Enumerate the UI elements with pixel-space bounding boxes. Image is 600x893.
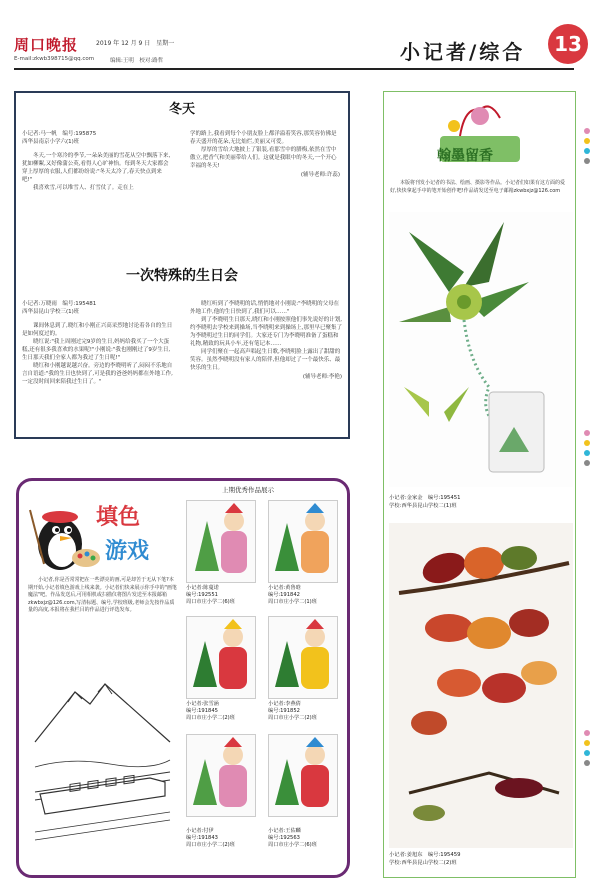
byline: 小记者:马一帆 编号:195875 bbox=[22, 131, 97, 137]
colored-artwork-thumb bbox=[268, 500, 338, 583]
caption-id: 编号:191842 bbox=[268, 592, 300, 598]
byline-school: 西华县昆山学校三(1)班 bbox=[22, 309, 80, 315]
caption-school: 周口市庄小学二(2)班 bbox=[186, 715, 235, 721]
caption-name: 小记者:付伊 bbox=[186, 828, 214, 834]
contact-email: E-mail:zkwb398715@qq.com bbox=[14, 56, 95, 62]
caption-name: 小记者:金家金 编号:195451 bbox=[389, 495, 461, 501]
caption-id: 编号:191843 bbox=[186, 835, 218, 841]
caption-school: 学校:西华县昆山学校二(2)班 bbox=[389, 859, 457, 866]
article-birthday-col1 bbox=[22, 300, 174, 386]
article-winter-col1 bbox=[22, 130, 172, 192]
masthead: 周口晚报 bbox=[14, 36, 79, 54]
caption-name: 小记者:黄鲁晗 bbox=[268, 585, 301, 591]
guestbook-title: 翰墨留香 bbox=[437, 148, 493, 164]
paragraph: 晓红说:"我上周刚过完9岁的生日,妈妈给我买了一个大蛋糕,还有很多我喜欢的水果呢!"小刚说:"我也刚刚过了9岁生日,生日那天我们全家人都为我过了生日呢!" bbox=[22, 339, 171, 361]
paragraph: 厚厚的雪给大地披上了银装,看那雪中的腊梅,依然在雪中傲立,把香气和美丽带给人们。这就是我眼中的冬天,一个开心幸福的冬天! bbox=[190, 147, 337, 169]
autumn-leaf-tree-photo bbox=[389, 523, 573, 848]
paragraph: 同学们聚在一起高声唱起生日歌,李晓明脸上露出了甜甜的笑容。虽然李晓明没有家人的陪伴,但他却过了一个最快乐、最快乐的生日。 bbox=[190, 349, 341, 371]
game-title-line1: 填色 bbox=[96, 504, 141, 530]
paragraph: 冬天,一个寒冷的季节,一朵朵美丽的雪花从空中飘落下来,犹如柳絮,又好像蒲公英,看得人心旷神怡。每到冬天大家都会穿上厚厚的衣服,人们都纷纷说:"冬天太冷了,春天快点到来吧!" bbox=[22, 153, 171, 183]
caption-school: 周口市庄小学二(1)班 bbox=[268, 599, 317, 605]
paragraph: 学的路上,我看到每个小朋友脸上都洋溢着笑容,那笑容仿佛是春天盛开的花朵,无比灿烂,美丽又可爱。 bbox=[190, 131, 337, 145]
colored-artwork-thumb bbox=[268, 616, 338, 699]
dateline: 2019 年 12 月 9 日 星期一 bbox=[96, 40, 175, 47]
caption-id: 编号:191852 bbox=[268, 708, 300, 714]
article-birthday bbox=[14, 265, 350, 285]
dot bbox=[584, 750, 590, 756]
caption-id: 编号:192551 bbox=[186, 592, 218, 598]
article-title: 冬天 bbox=[168, 102, 195, 117]
registration-dots bbox=[584, 430, 591, 470]
registration-dots bbox=[584, 128, 591, 168]
colored-artwork-thumb bbox=[186, 734, 256, 817]
paragraph: 我喜欢雪,可以堆雪人、打雪仗了。走在上 bbox=[33, 185, 134, 191]
dot bbox=[584, 158, 590, 164]
gallery-caption bbox=[268, 585, 348, 606]
section-title: 小记者/综合 bbox=[400, 40, 526, 64]
header-rule bbox=[14, 68, 574, 70]
work-caption bbox=[389, 852, 573, 867]
dot bbox=[584, 430, 590, 436]
dot bbox=[584, 138, 590, 144]
dot bbox=[584, 740, 590, 746]
game-intro: 小记者,你是否常常把在一些漂亮的画,可是却苦于无从下笔?本期开始,小记者填色游戏上线来袭。小记者们快来展示你手中的"画笔魔法"吧。作品发送后,可用相机或扫描仪将图片发送至本报邮箱zkwbxjz@126.com,写清标题、编号,学校班级,老师会先按作品质量的高度,本报将在我栏目的作品进行评选发布。 bbox=[28, 577, 177, 613]
caption-school: 学校:西华县昆山学校二(1)班 bbox=[389, 502, 457, 509]
caption-name: 小记者:李燕倩 bbox=[268, 701, 301, 707]
gallery-caption bbox=[186, 701, 266, 722]
page-header bbox=[0, 0, 600, 75]
dot bbox=[584, 440, 590, 446]
caption-school: 周口市庄小学二(2)班 bbox=[186, 842, 235, 848]
guestbook-intro: 本版将刊发小记者的书法、绘画、摄影等作品。小记者们如果有这方面的爱好,快快拿起手中的笔开始创作吧!作品请发送至电子邮箱zkwbxjz@126.com bbox=[390, 180, 566, 194]
caption-school: 周口市庄小学二(6)班 bbox=[186, 599, 235, 605]
colored-artwork-thumb bbox=[268, 734, 338, 817]
colored-artwork-thumb bbox=[186, 616, 256, 699]
dot bbox=[584, 460, 590, 466]
caption-id: 编号:192563 bbox=[268, 835, 300, 841]
gallery-caption bbox=[186, 585, 266, 606]
dot bbox=[584, 128, 590, 134]
paragraph: 晓红和小刚越说越兴奋。旁边的李晓明听了,闷闷不乐地自言自语道:"我的生日也快到了,可是我的爸爸妈妈都在外地工作,一定没时间回来陪我过生日了。" bbox=[22, 363, 173, 385]
editors-line: 编辑:王明 校对:路哲 bbox=[110, 58, 164, 64]
paragraph: 到了李晓明生日那天,晓红和小刚按照他们事先说好的计划,约李晓明去学校来到操场,当李晓明来到操场上,那里早已聚集了为李晓明过生日的同学们。大家还专门为李晓明准备了蛋糕和礼物,精致的玩具小车,还有笔记本…… bbox=[190, 317, 342, 347]
paragraph: 晓红听到了李晓明的话,悄悄地对小刚说:"李晓明的父母在外地工作,他的生日快到了,我们可以……" bbox=[190, 301, 340, 315]
teacher-credit: (辅导老师:李艳) bbox=[302, 374, 342, 380]
leaf-collage-photo bbox=[389, 212, 573, 487]
game-title-line2: 游戏 bbox=[105, 538, 150, 564]
gallery-caption bbox=[268, 701, 348, 722]
caption-school: 周口市庄小学二(2)班 bbox=[268, 715, 317, 721]
dot bbox=[584, 148, 590, 154]
caption-school: 周口市庄小学二(6)班 bbox=[268, 842, 317, 848]
teacher-credit: (辅导老师:许蕊) bbox=[300, 172, 340, 178]
caption-name: 小记者:姜旭东 编号:195459 bbox=[389, 852, 461, 858]
article-birthday-col2 bbox=[190, 300, 342, 380]
caption-name: 小记者:陈蔓诺 bbox=[186, 585, 219, 591]
caption-name: 小记者:王佑麟 bbox=[268, 828, 301, 834]
gallery-title: 上期优秀作品展示 bbox=[222, 486, 274, 494]
paragraph: 课间休息到了,晓红和小刚正兴高采烈地讨论着各自的生日是如何度过的。 bbox=[22, 323, 173, 337]
work-caption bbox=[389, 495, 573, 510]
byline: 小记者:万晓雨 编号:195481 bbox=[22, 301, 97, 307]
article-winter bbox=[14, 98, 350, 117]
dot bbox=[584, 760, 590, 766]
article-title: 一次特殊的生日会 bbox=[126, 268, 238, 284]
dot bbox=[584, 730, 590, 736]
gallery-caption bbox=[268, 828, 348, 849]
caption-name: 小记者:张雪涵 bbox=[186, 701, 219, 707]
byline-school: 西华县南京小学六(1)班 bbox=[22, 139, 80, 145]
article-winter-col2 bbox=[190, 130, 340, 178]
registration-dots bbox=[584, 730, 591, 770]
dot bbox=[584, 450, 590, 456]
colored-artwork-thumb bbox=[186, 500, 256, 583]
caption-id: 编号:191845 bbox=[186, 708, 218, 714]
page-number-badge: 13 bbox=[548, 24, 588, 64]
gallery-caption bbox=[186, 828, 266, 849]
mountain-train-sketch bbox=[30, 672, 175, 862]
